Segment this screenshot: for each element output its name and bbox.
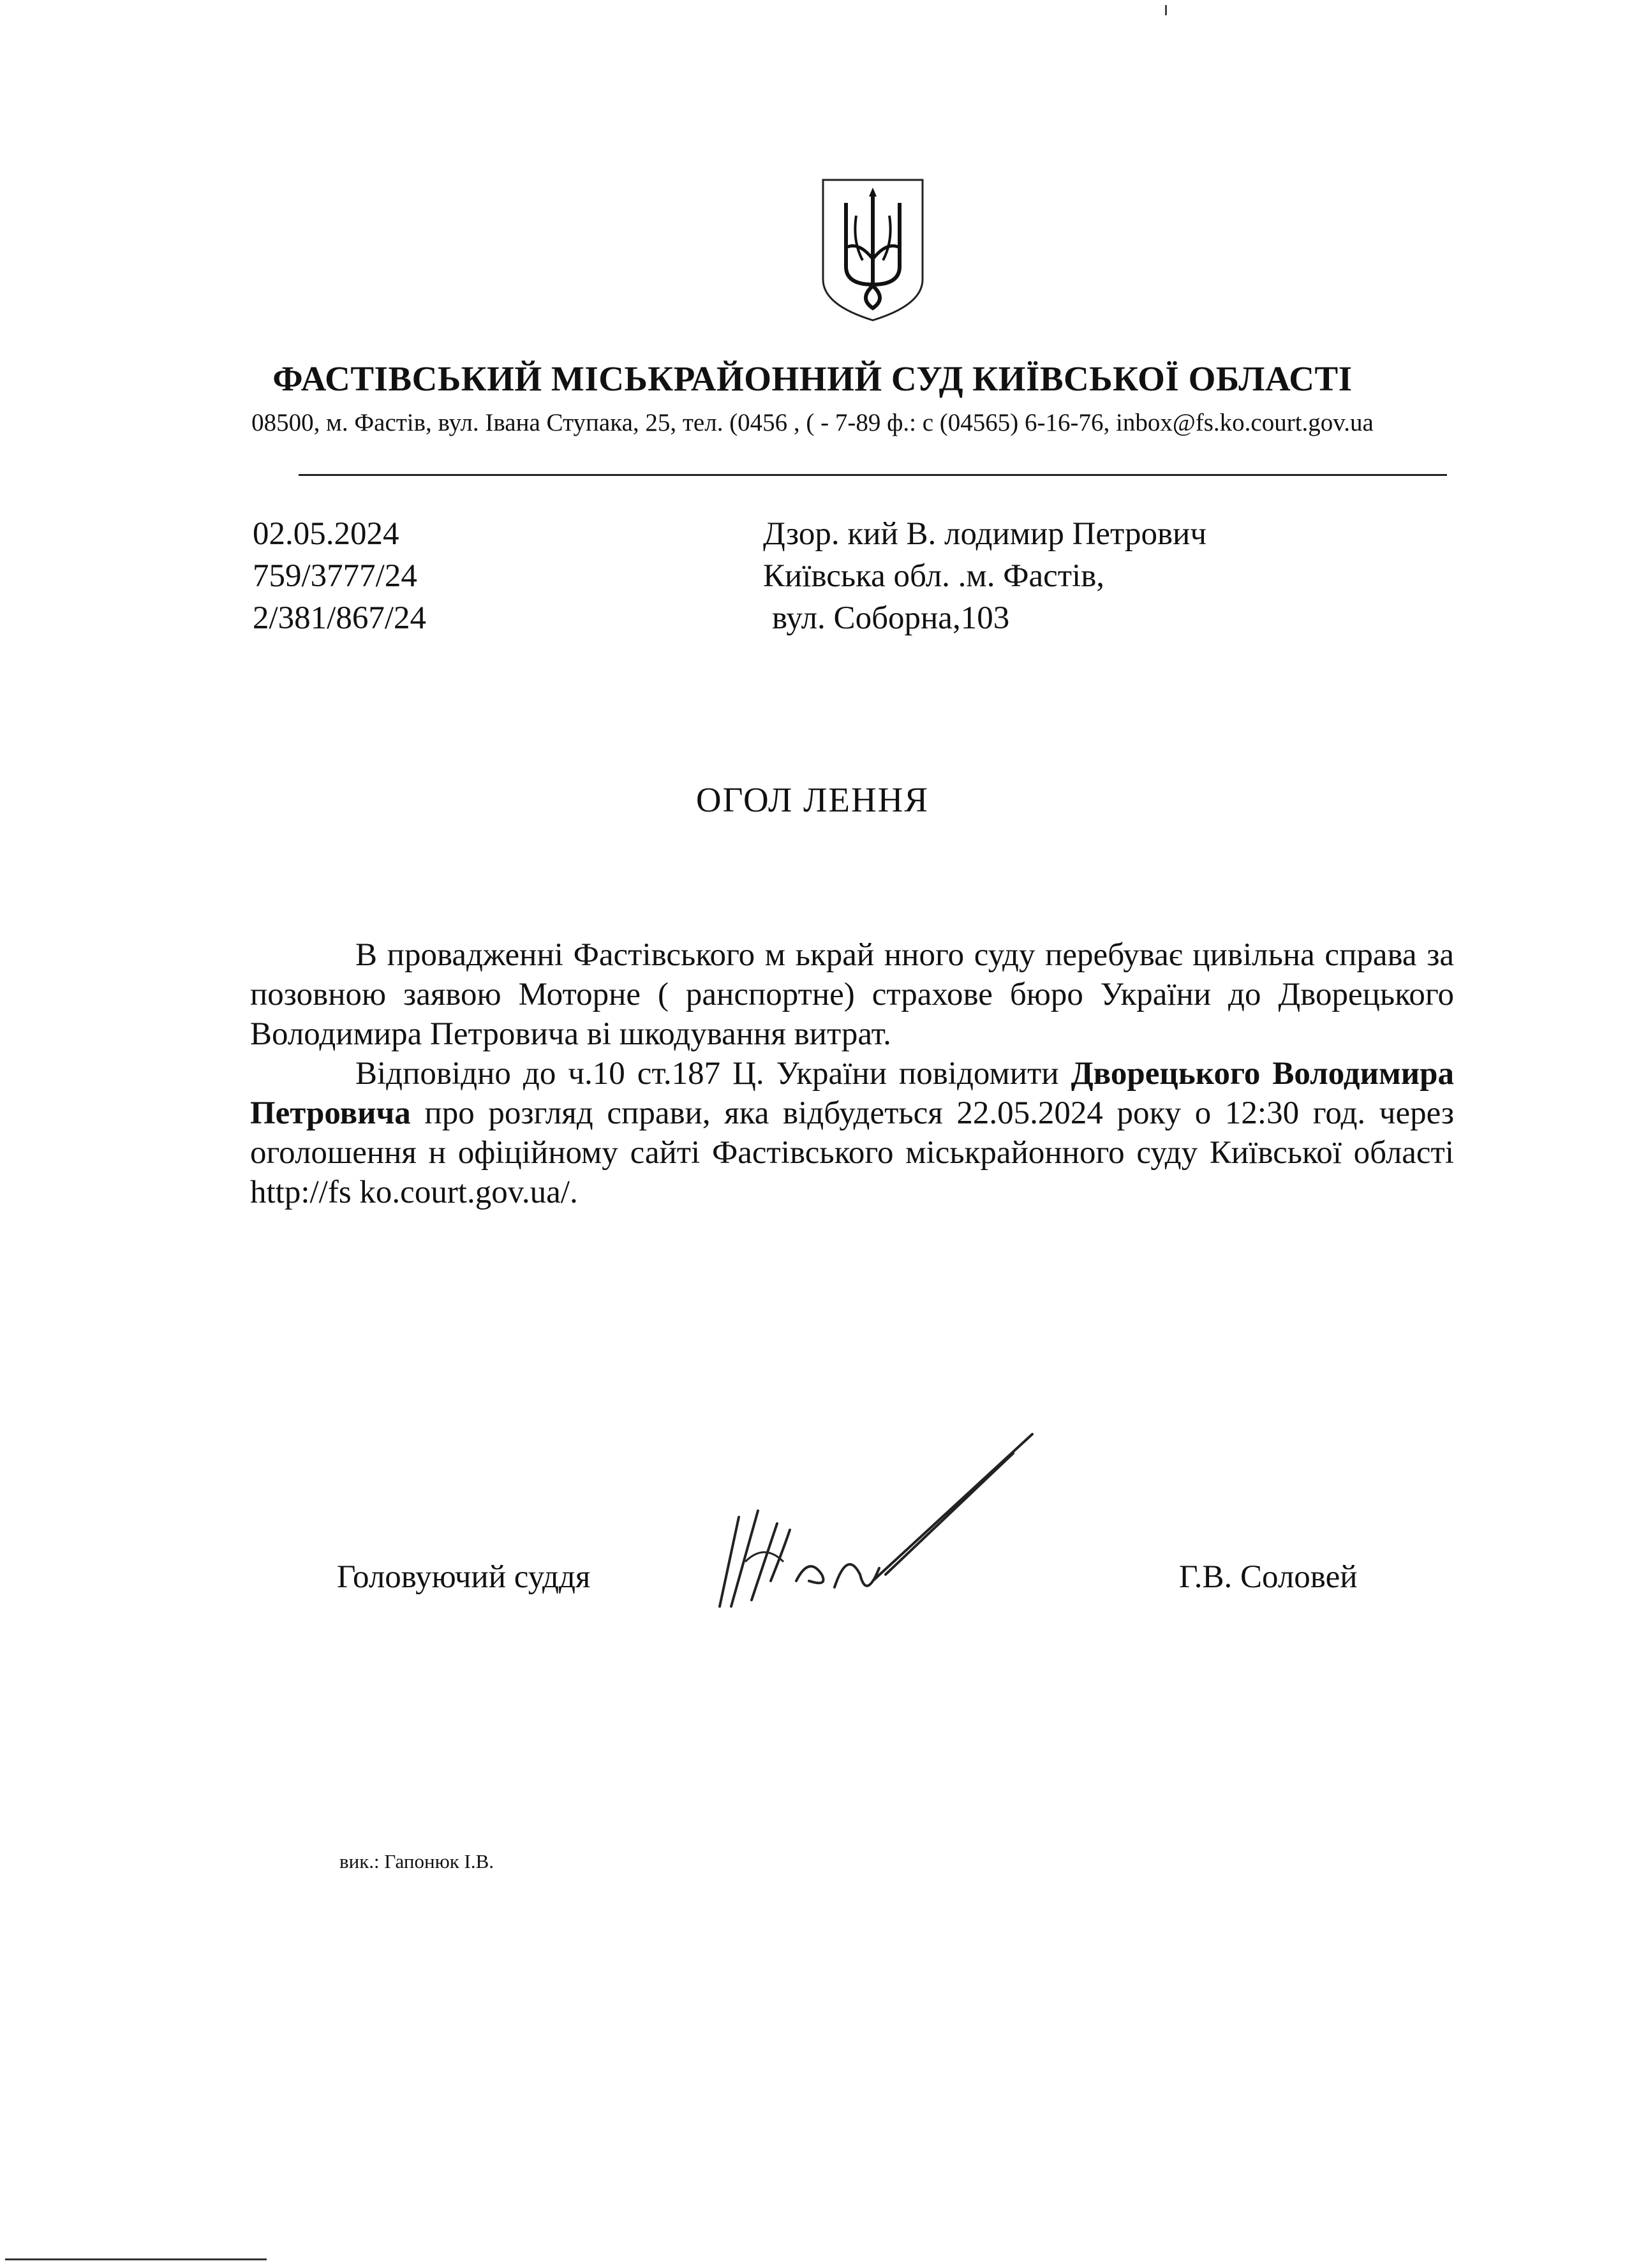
- header-divider: [299, 474, 1447, 476]
- court-contacts: 08500, м. Фастів, вул. Івана Ступака, 25, тел. (0456 , ( - 7-89 ф.: с (04565) 6-16-76, inbox@fs.ko.court.gov.ua: [251, 409, 1374, 436]
- handwritten-signature: [713, 1415, 1045, 1632]
- document-title: ОГОЛ ЛЕННЯ: [695, 780, 930, 819]
- notice-body: [250, 935, 1454, 1212]
- paragraph-hearing: [250, 1054, 1454, 1212]
- signer-name: Г.В. Соловей: [1179, 1559, 1358, 1595]
- executor-note: вик.: Гапонюк І.В.: [339, 1850, 494, 1872]
- document-date: 02.05.2024: [253, 516, 399, 552]
- defendant-name: Дворецького Володимира Петровича: [250, 1056, 1454, 1131]
- paragraph-case: В провадженні Фастівського м ькрай нного суду перебуває цивільна справа за позовною заявою Моторне ( ранспортне) страхове бюро України до Дворецького Володимира Петровича ві шкодування витрат.: [250, 937, 1454, 1052]
- signer-role: Головуючий суддя: [337, 1559, 591, 1595]
- addressee-address-line-2: вул. Соборна,103: [772, 600, 1010, 636]
- hearing-text-start: Відповідно до ч.10 ст.187 Ц. України повідомити: [355, 1056, 1071, 1092]
- reference-number-1: 759/3777/24: [253, 558, 417, 594]
- court-name: ФАСТІВСЬКИЙ МІСЬКРАЙОННИЙ СУД КИЇВСЬКОЇ ОБЛАСТІ: [272, 359, 1353, 398]
- addressee-name: Дзор. кий В. лодимир Петрович: [763, 516, 1206, 552]
- hearing-text-end: про розгляд справи, яка відбудеться 22.05.2024 року о 12:30 год. через оголошення н офіційному сайті Фастівського міськрайонного суду Київської області http://fs ko.court.gov.ua/.: [250, 1095, 1454, 1210]
- reference-number-2: 2/381/867/24: [253, 600, 427, 636]
- addressee-address-line-1: Київська обл. .м. Фастів,: [763, 558, 1105, 594]
- footer-line: [5, 2258, 267, 2260]
- scan-mark: [1165, 5, 1167, 15]
- trident-coat-of-arms-icon: [820, 177, 925, 323]
